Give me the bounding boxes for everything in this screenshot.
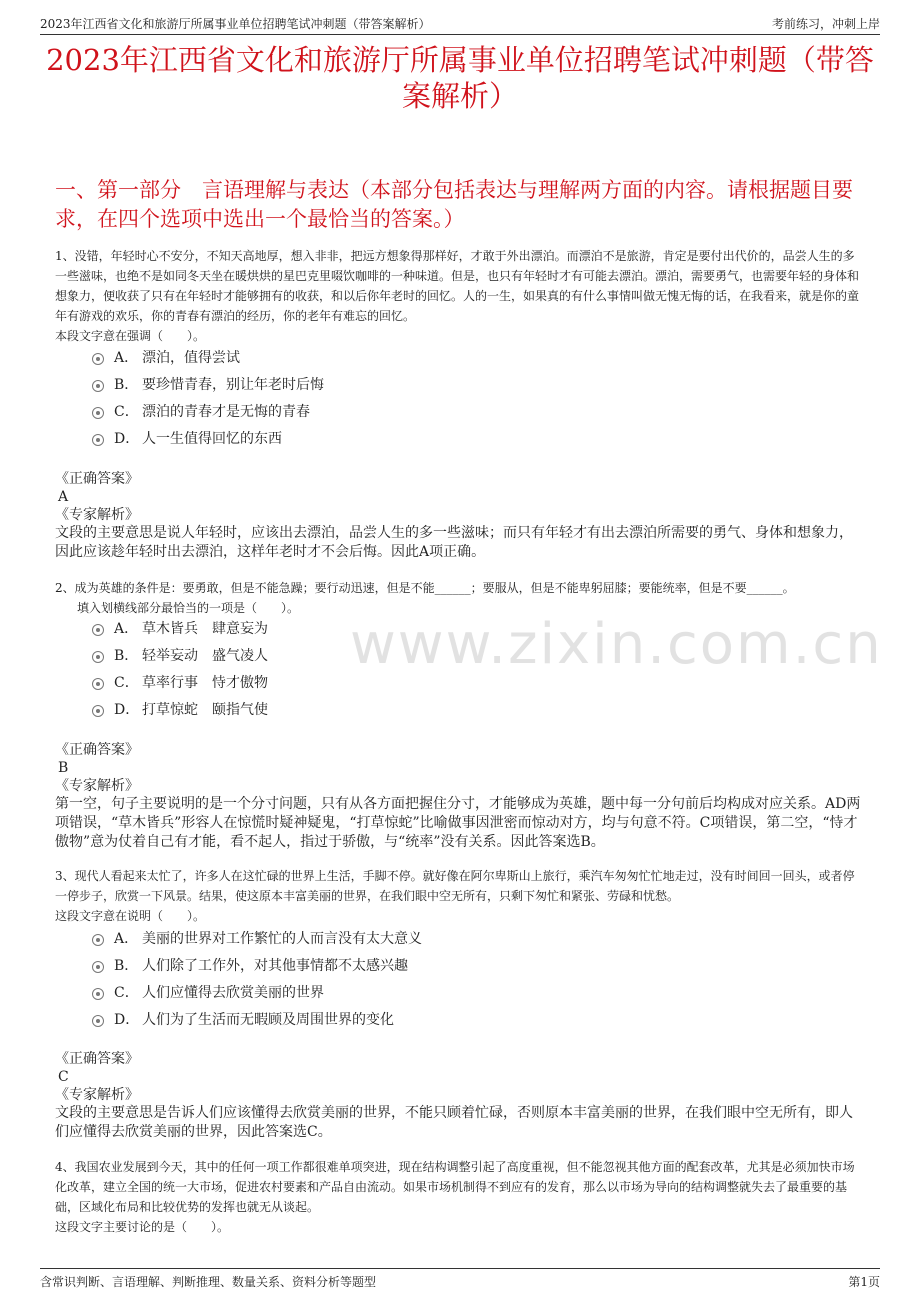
header-slogan: 考前练习，冲刺上岸 bbox=[771, 17, 880, 31]
option-b[interactable]: B． 要珍惜青春，别让年老时后悔 bbox=[92, 370, 592, 397]
question-2 bbox=[55, 578, 865, 618]
option-a[interactable]: A． 漂泊，值得尝试 bbox=[92, 343, 592, 370]
question-1-prompt: 本段文字意在强调（ ）。 bbox=[55, 329, 206, 343]
analysis-label: 《专家解析》 bbox=[55, 1087, 139, 1103]
question-3 bbox=[55, 866, 865, 926]
answer-label: 《正确答案》 bbox=[55, 471, 139, 487]
question-1-stem: 1、没错，年轻时心不安分，不知天高地厚，想入非非，把远方想象得那样好，才敢于外出漂泊。而漂泊不是旅游，肯定是要付出代价的，品尝人生的多一些滋味，也绝不是如同冬天坐在暖烘烘的星巴克里啜饮咖啡的一种味道。但是，也只有年轻时才有可能去漂泊。漂泊，需要勇气，也需要年轻的身体和想象力，便收获了只有在年轻时才能够拥有的收获，和以后你年老时的回忆。人的一生，如果真的有什么事情叫做无愧无悔的话，在我看来，就是你的童年有游戏的欢乐，你的青春有漂泊的经历，你的老年有难忘的回忆。 bbox=[55, 249, 860, 323]
question-4 bbox=[55, 1157, 865, 1237]
option-c[interactable]: C． 草率行事 恃才傲物 bbox=[92, 668, 592, 695]
analysis-label: 《专家解析》 bbox=[55, 507, 139, 523]
answer-value: B bbox=[58, 760, 69, 776]
question-1-answer-block bbox=[55, 470, 865, 562]
question-4-stem: 4、我国农业发展到今天，其中的任何一项工作都很难单项突进，现在结构调整引起了高度重视，但不能忽视其他方面的配套改革，尤其是必须加快市场化改革，建立全国的统一大市场，促进农村要素和产品自由流动。如果市场机制得不到应有的发育，那么以市场为导向的结构调整就失去了最重要的基础，区域化布局和比较优势的发挥也就无从谈起。 bbox=[55, 1160, 855, 1214]
radio-icon[interactable] bbox=[92, 353, 104, 365]
radio-icon[interactable] bbox=[92, 988, 104, 1000]
answer-value: C bbox=[58, 1069, 69, 1085]
radio-icon[interactable] bbox=[92, 934, 104, 946]
option-d[interactable]: D． 人一生值得回忆的东西 bbox=[92, 424, 592, 451]
question-2-answer-block bbox=[55, 741, 865, 852]
radio-icon[interactable] bbox=[92, 624, 104, 636]
header-doc-title: 2023年江西省文化和旅游厅所属事业单位招聘笔试冲刺题（带答案解析） bbox=[40, 17, 431, 31]
option-d[interactable]: D． 人们为了生活而无暇顾及周围世界的变化 bbox=[92, 1005, 592, 1032]
radio-icon[interactable] bbox=[92, 651, 104, 663]
question-3-stem: 3、现代人看起来太忙了，许多人在这忙碌的世界上生活，手脚不停。就好像在阿尔卑斯山上旅行，乘汽车匆匆忙忙地走过，没有时间回一回头，或者停一停步子，欣赏一下风景。结果，使这原本丰富美丽的世界，在我们眼中空无所有，只剩下匆忙和紧张、劳碌和忧愁。 bbox=[55, 869, 855, 903]
question-3-prompt: 这段文字意在说明（ ）。 bbox=[55, 909, 206, 923]
question-3-answer-block bbox=[55, 1050, 865, 1142]
radio-icon[interactable] bbox=[92, 380, 104, 392]
page-number: 第1页 bbox=[848, 1275, 880, 1289]
question-2-stem: 2、成为英雄的条件是：要勇敢，但是不能急躁；要行动迅速，但是不能______；要服从，但是不能卑躬屈膝；要能统率，但是不要______。 bbox=[55, 581, 795, 595]
radio-icon[interactable] bbox=[92, 678, 104, 690]
option-a[interactable]: A． 草木皆兵 肆意妄为 bbox=[92, 614, 592, 641]
analysis-text: 文段的主要意思是告诉人们应该懂得去欣赏美丽的世界，不能只顾着忙碌，否则原本丰富美丽的世界，在我们眼中空无所有，即人们应懂得去欣赏美丽的世界，因此答案选C。 bbox=[55, 1105, 853, 1140]
question-4-prompt: 这段文字主要讨论的是（ ）。 bbox=[55, 1220, 230, 1234]
analysis-text: 第一空，句子主要说明的是一个分寸问题，只有从各方面把握住分寸，才能够成为英雄，题中每一分句前后均构成对应关系。AD两项错误，“草木皆兵”形容人在惊慌时疑神疑鬼，“打草惊蛇”比喻做事因泄密而惊动对方，均与句意不符。C项错误，第二空，“恃才傲物”意为仗着自己有才能，看不起人，指过于骄傲，与“统率”没有关系。因此答案选B。 bbox=[55, 796, 861, 850]
option-c[interactable]: C． 人们应懂得去欣赏美丽的世界 bbox=[92, 978, 592, 1005]
option-b[interactable]: B． 轻举妄动 盛气凌人 bbox=[92, 641, 592, 668]
page-header bbox=[40, 10, 880, 35]
answer-label: 《正确答案》 bbox=[55, 742, 139, 758]
answer-value: A bbox=[58, 489, 69, 505]
answer-label: 《正确答案》 bbox=[55, 1051, 139, 1067]
page-footer bbox=[40, 1268, 880, 1295]
footer-topics: 含常识判断、言语理解、判断推理、数量关系、资料分析等题型 bbox=[40, 1275, 377, 1289]
question-1-options bbox=[92, 343, 592, 451]
section-heading: 一、第一部分 言语理解与表达（本部分包括表达与理解两方面的内容。请根据题目要求，在四个选项中选出一个最恰当的答案。） bbox=[55, 178, 853, 231]
radio-icon[interactable] bbox=[92, 961, 104, 973]
analysis-label: 《专家解析》 bbox=[55, 778, 139, 794]
option-d[interactable]: D． 打草惊蛇 颐指气使 bbox=[92, 695, 592, 722]
question-1 bbox=[55, 246, 865, 346]
question-3-options bbox=[92, 924, 592, 1032]
question-2-options bbox=[92, 614, 592, 722]
watermark: www.zixin.com.cn bbox=[350, 612, 883, 677]
radio-icon[interactable] bbox=[92, 407, 104, 419]
option-c[interactable]: C． 漂泊的青春才是无悔的青春 bbox=[92, 397, 592, 424]
option-b[interactable]: B． 人们除了工作外，对其他事情都不太感兴趣 bbox=[92, 951, 592, 978]
radio-icon[interactable] bbox=[92, 705, 104, 717]
analysis-text: 文段的主要意思是说人年轻时，应该出去漂泊，品尝人生的多一些滋味；而只有年轻才有出去漂泊所需要的勇气、身体和想象力，因此应该趁年轻时出去漂泊，这样年老时才不会后悔。因此A项正确。 bbox=[55, 525, 853, 560]
question-2-prompt: 填入划横线部分最恰当的一项是（ ）。 bbox=[77, 601, 300, 615]
option-a[interactable]: A． 美丽的世界对工作繁忙的人而言没有太大意义 bbox=[92, 924, 592, 951]
document-title: 2023年江西省文化和旅游厅所属事业单位招聘笔试冲刺题（带答案解析） bbox=[46, 43, 874, 113]
radio-icon[interactable] bbox=[92, 1015, 104, 1027]
radio-icon[interactable] bbox=[92, 434, 104, 446]
